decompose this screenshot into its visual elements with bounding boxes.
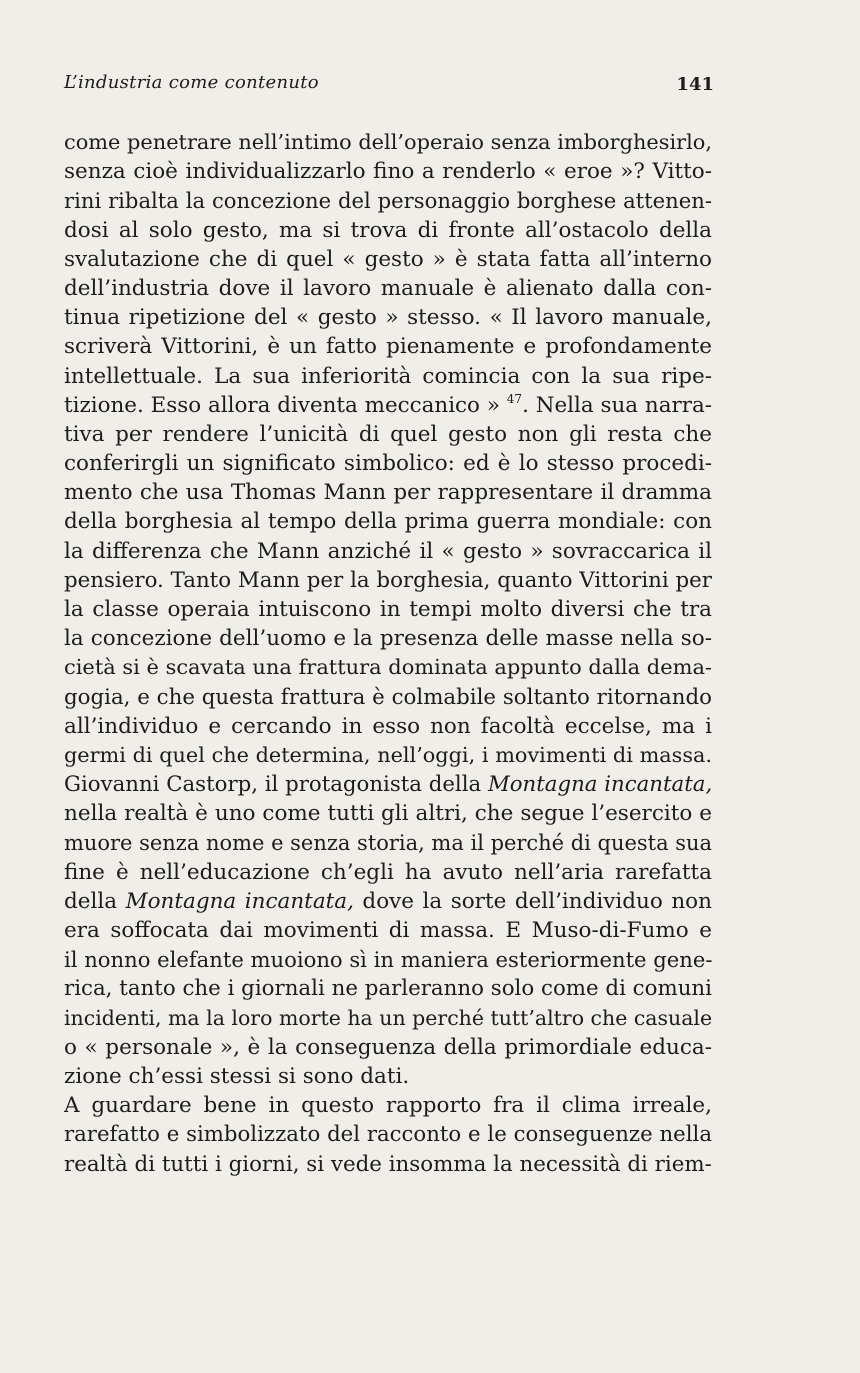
text-line: senza cioè individualizzarlo fino a renderlo « eroe »? Vitto-	[64, 159, 712, 185]
text-line: dell’industria dove il lavoro manuale è alienato dalla con-	[64, 275, 712, 301]
text-line: A guardare bene in questo rapporto fra il clima irreale,	[64, 1093, 712, 1119]
text-line: dosi al solo gesto, ma si trova di fronte all’ostacolo della	[64, 217, 712, 243]
running-head	[64, 72, 714, 102]
text-line: rica, tanto che i giornali ne parleranno solo come di comuni	[64, 976, 712, 1002]
text-line: rini ribalta la concezione del personaggio borghese attenen-	[64, 188, 712, 214]
text-line	[64, 770, 712, 799]
text-line: scriverà Vittorini, è un fatto pienamente e profondamente	[64, 334, 712, 360]
text-line: la concezione dell’uomo e la presenza delle masse nella so-	[64, 626, 712, 652]
text-line: tinua ripetizione del « gesto » stesso. « Il lavoro manuale,	[64, 305, 712, 331]
running-title: L’industria come contenuto	[64, 72, 319, 93]
footnote-ref: 47	[506, 391, 523, 406]
text-line: rarefatto e simbolizzato del racconto e le conseguenze nella	[64, 1122, 712, 1148]
text-segment: tizione. Esso allora diventa meccanico »	[64, 392, 507, 418]
text-line: zione ch’essi stessi si sono dati.	[64, 1064, 410, 1089]
book-title: Montagna incantata,	[487, 772, 712, 798]
text-line: intellettuale. La sua inferiorità comincia con la sua ripe-	[64, 363, 712, 389]
text-line: muore senza nome e senza storia, ma il perché di questa sua	[64, 830, 712, 855]
text-line: tiva per rendere l’unicità di quel gesto non gli resta che	[64, 421, 712, 447]
text-segment: dove la sorte dell’individuo non	[353, 888, 712, 914]
text-line: gogia, e che questa frattura è colmabile soltanto ritornando	[64, 684, 712, 710]
text-line: germi di quel che determina, nell’oggi, i movimenti di massa.	[64, 742, 712, 767]
page-number: 141	[676, 74, 714, 95]
text-line: il nonno elefante muoiono sì in maniera esteriormente gene-	[64, 947, 712, 973]
text-line: nella realtà è uno come tutti gli altri, che segue l’esercito e	[64, 801, 712, 827]
text-line: svalutazione che di quel « gesto » è stata fatta all’interno	[64, 246, 712, 272]
text-line: fine è nell’educazione ch’egli ha avuto nell’aria rarefatta	[64, 859, 712, 885]
text-segment: Giovanni Castorp, il protagonista della	[64, 772, 488, 798]
text-line	[64, 887, 712, 916]
text-line: incidenti, ma la loro morte ha un perché tutt’altro che casuale	[64, 1005, 712, 1030]
body-text	[64, 128, 712, 1179]
text-segment: . Nella sua narra-	[522, 392, 712, 418]
text-line: la classe operaia intuiscono in tempi molto diversi che tra	[64, 597, 712, 622]
text-line: pensiero. Tanto Mann per la borghesia, quanto Vittorini per	[64, 567, 712, 593]
text-line: cietà si è scavata una frattura dominata appunto dalla dema-	[64, 655, 712, 680]
text-line	[64, 391, 712, 420]
text-line: mento che usa Thomas Mann per rappresentare il dramma	[64, 480, 712, 506]
text-line: conferirgli un significato simbolico: ed è lo stesso procedi-	[64, 451, 712, 477]
text-line: la differenza che Mann anziché il « gesto » sovraccarica il	[64, 538, 712, 564]
book-title: Montagna incantata,	[125, 888, 354, 914]
text-line: o « personale », è la conseguenza della primordiale educa-	[64, 1034, 712, 1060]
text-line: realtà di tutti i giorni, si vede insomma la necessità di riem-	[64, 1151, 712, 1177]
text-line: come penetrare nell’intimo dell’operaio senza imborghesirlo,	[64, 130, 712, 154]
text-line: era soffocata dai movimenti di massa. E Muso-di-Fumo e	[64, 918, 712, 944]
text-segment: della	[64, 888, 126, 914]
text-line: all’individuo e cercando in esso non facoltà eccelse, ma i	[64, 713, 712, 739]
text-line: della borghesia al tempo della prima guerra mondiale: con	[64, 509, 712, 535]
